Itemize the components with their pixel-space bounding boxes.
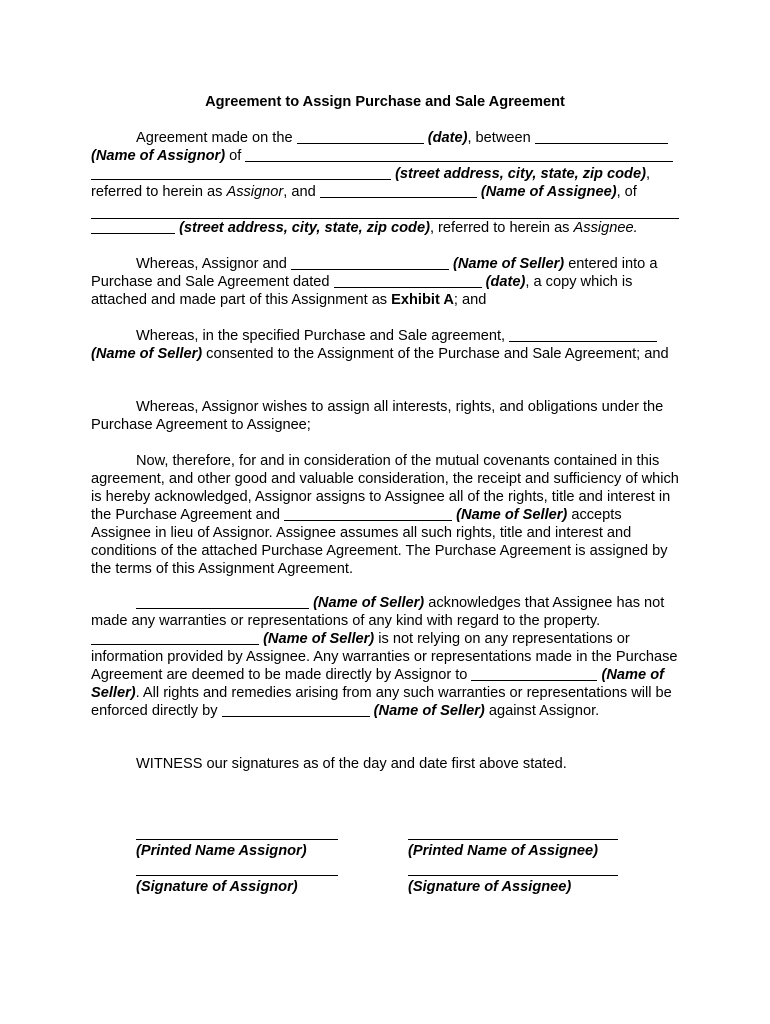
signature-line[interactable] [408, 874, 618, 876]
signature-block-printed-assignee [408, 838, 618, 859]
blank-seller[interactable] [291, 255, 449, 270]
signature-block-assignor [136, 874, 338, 895]
blank-assignee-name[interactable] [320, 183, 477, 198]
blank-assignee-address-1[interactable] [91, 201, 679, 219]
paragraph-whereas-2: Whereas, in the specified Purchase and Sale agreement, (Name of Seller) consented to the Assignment of the Purchase and Sale Agreement; and [91, 328, 669, 362]
paragraph-parties: Agreement made on the (date), between (Name of Assignor) of (street address, city, state, zip code), referred to herein as Assignor, and (Name of Assignee), of (street address, city, state, zip code), referred to herein as Assignee. [91, 129, 681, 237]
signature-label: (Printed Name of Assignee) [408, 843, 599, 859]
paragraph-whereas-3: Whereas, Assignor wishes to assign all interests, rights, and obligations under the Purchase Agreement to Assignee; [91, 399, 664, 433]
paragraph-now-therefore: Now, therefore, for and in consideration of the mutual covenants contained in this agreement, and other good and valuable consideration, the receipt and sufficiency of which is hereby acknowledged, Assignor assigns to Assignee all of the rights, title and interest in the Purchase Agreement and (Name of Seller) accepts Assignee in lieu of Assignor. Assignee assumes all such rights, title and interest and conditions of the attached Purchase Agreement. The Purchase Agreement is assigned by the terms of this Assignment Agreement. [91, 453, 679, 577]
signature-line[interactable] [408, 838, 618, 840]
signature-label: (Signature of Assignor) [136, 879, 298, 895]
signature-label: (Signature of Assignee) [408, 879, 572, 895]
blank-seller[interactable] [136, 594, 309, 609]
signature-line[interactable] [136, 874, 338, 876]
paragraph-witness: WITNESS our signatures as of the day and date first above stated. [136, 756, 567, 772]
blank-agreement-date[interactable] [334, 273, 482, 288]
blank-assignor-address-1[interactable] [245, 147, 673, 162]
signature-block-printed-assignor [136, 838, 338, 859]
blank-assignee-address-2[interactable] [91, 219, 175, 234]
signature-line[interactable] [136, 838, 338, 840]
document-title: Agreement to Assign Purchase and Sale Agreement [205, 94, 565, 110]
blank-seller[interactable] [222, 702, 370, 717]
paragraph-whereas-1: Whereas, Assignor and (Name of Seller) entered into a Purchase and Sale Agreement dated (date), a copy which is attached and made part of this Assignment as Exhibit A; and [91, 256, 658, 308]
blank-seller[interactable] [91, 630, 259, 645]
signature-block-assignee [408, 874, 618, 895]
blank-assignor-address-2[interactable] [91, 165, 391, 180]
blank-seller[interactable] [471, 666, 597, 681]
blank-seller[interactable] [284, 506, 452, 521]
blank-assignor-name[interactable] [535, 129, 668, 144]
signature-label: (Printed Name Assignor) [136, 843, 307, 859]
paragraph-warranties: (Name of Seller) acknowledges that Assignee has not made any warranties or representations of any kind with regard to the property. (Name of Seller) is not relying on any representations or information provided by Assignee. Any warranties or representations made in the Purchase Agreement are deemed to be made directly by Assignor to (Name of Seller). All rights and remedies arising from any such warranties or representations will be enforced directly by (Name of Seller) against Assignor. [91, 595, 678, 719]
blank-date[interactable] [297, 129, 424, 144]
blank-seller[interactable] [509, 327, 657, 342]
